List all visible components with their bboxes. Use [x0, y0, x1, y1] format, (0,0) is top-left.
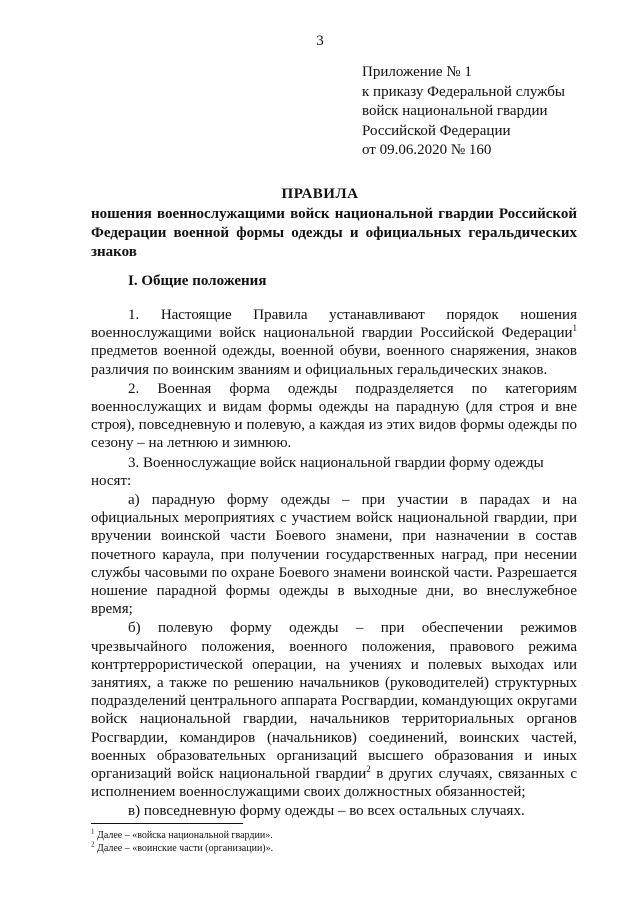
- appendix-line: Российской Федерации: [362, 122, 511, 139]
- footnote-text: Далее – «воинские части (организации)».: [94, 843, 274, 854]
- footnote-2: [91, 842, 273, 855]
- footnote-mark: 1: [91, 827, 95, 836]
- document-subtitle: ношения военнослужащими войск национальной гвардии Российской Федерации военной формы одежды и официальных геральдических знаков: [91, 206, 577, 260]
- paragraph-b: [91, 619, 577, 801]
- footnote-ref-2: 2: [366, 764, 371, 775]
- paragraph-a: а) парадную форму одежды – при участии в парадах и на официальных мероприятиях с участием войск национальной гвардии, при вручении воинской части Боевого знамени, при назначении в состав почетного караула, при получении государственных наград, при несении службы часовыми по охране Боевого знамени воинской части. Разрешается ношение парадной формы одежды в выходные дни, во внеслужебное время;: [91, 492, 577, 618]
- paragraph-3: 3. Военнослужащие войск национальной гвардии форму одежды носят:: [91, 454, 544, 489]
- section-heading: I. Общие положения: [128, 273, 267, 289]
- paragraph-2: 2. Военная форма одежды подразделяется по категориям военнослужащих и видам формы одежды на парадную (для строя и вне строя), повседневную и полевую, а каждая из этих видов формы одежды по сезону – на летнюю и зимнюю.: [91, 380, 577, 452]
- appendix-line: Приложение № 1: [362, 64, 472, 80]
- appendix-line: к приказу Федеральной службы: [362, 83, 566, 100]
- footnote-mark: 2: [91, 840, 95, 849]
- appendix-line: войск национальной гвардии: [362, 103, 548, 119]
- page-number: 3: [316, 33, 324, 49]
- paragraph-c: в) повседневную форму одежды – во всех остальных случаях.: [128, 803, 525, 820]
- footnote-ref-1: 1: [572, 323, 577, 334]
- paragraph-1-text: 1. Настоящие Правила устанавливают порядок ношения военнослужащими войск национальной гвардии Российской Федерации: [91, 307, 577, 342]
- footnote-divider: [91, 823, 243, 824]
- appendix-line: от 09.06.2020 № 160: [362, 142, 492, 158]
- footnote-1: [91, 829, 273, 842]
- paragraph-b-text: б) полевую форму одежды – при обеспечении режимов чрезвычайного положения, военного положения, правового режима контртеррористической операции, на учениях и полевых выходах или занятиях, а также по решению начальников (руководителей) структурных подразделений центрального аппарата Росгвардии, командующих округами войск национальной гвардии, начальников территориальных органов Росгвардии, командиров (начальников) соединений, воинских частей, военных образовательных организаций высшего образования и иных организаций войск национальной гвардии: [91, 620, 577, 783]
- document-title: ПРАВИЛА: [281, 186, 359, 202]
- appendix-block: [362, 63, 602, 161]
- footnote-text: Далее – «войска национальной гвардии».: [94, 830, 273, 841]
- document-body: [91, 306, 577, 822]
- paragraph-1-text-cont: предметов военной одежды, военной обуви, военного снаряжения, знаков различия по воинским званиям и официальных геральдических знаков.: [91, 343, 577, 378]
- paragraph-1: [91, 306, 577, 379]
- footnotes: [91, 829, 273, 855]
- paragraph-b-text-cont: в других случаях, связанных с исполнением военнослужащими своих должностных обязанностей;: [91, 766, 577, 801]
